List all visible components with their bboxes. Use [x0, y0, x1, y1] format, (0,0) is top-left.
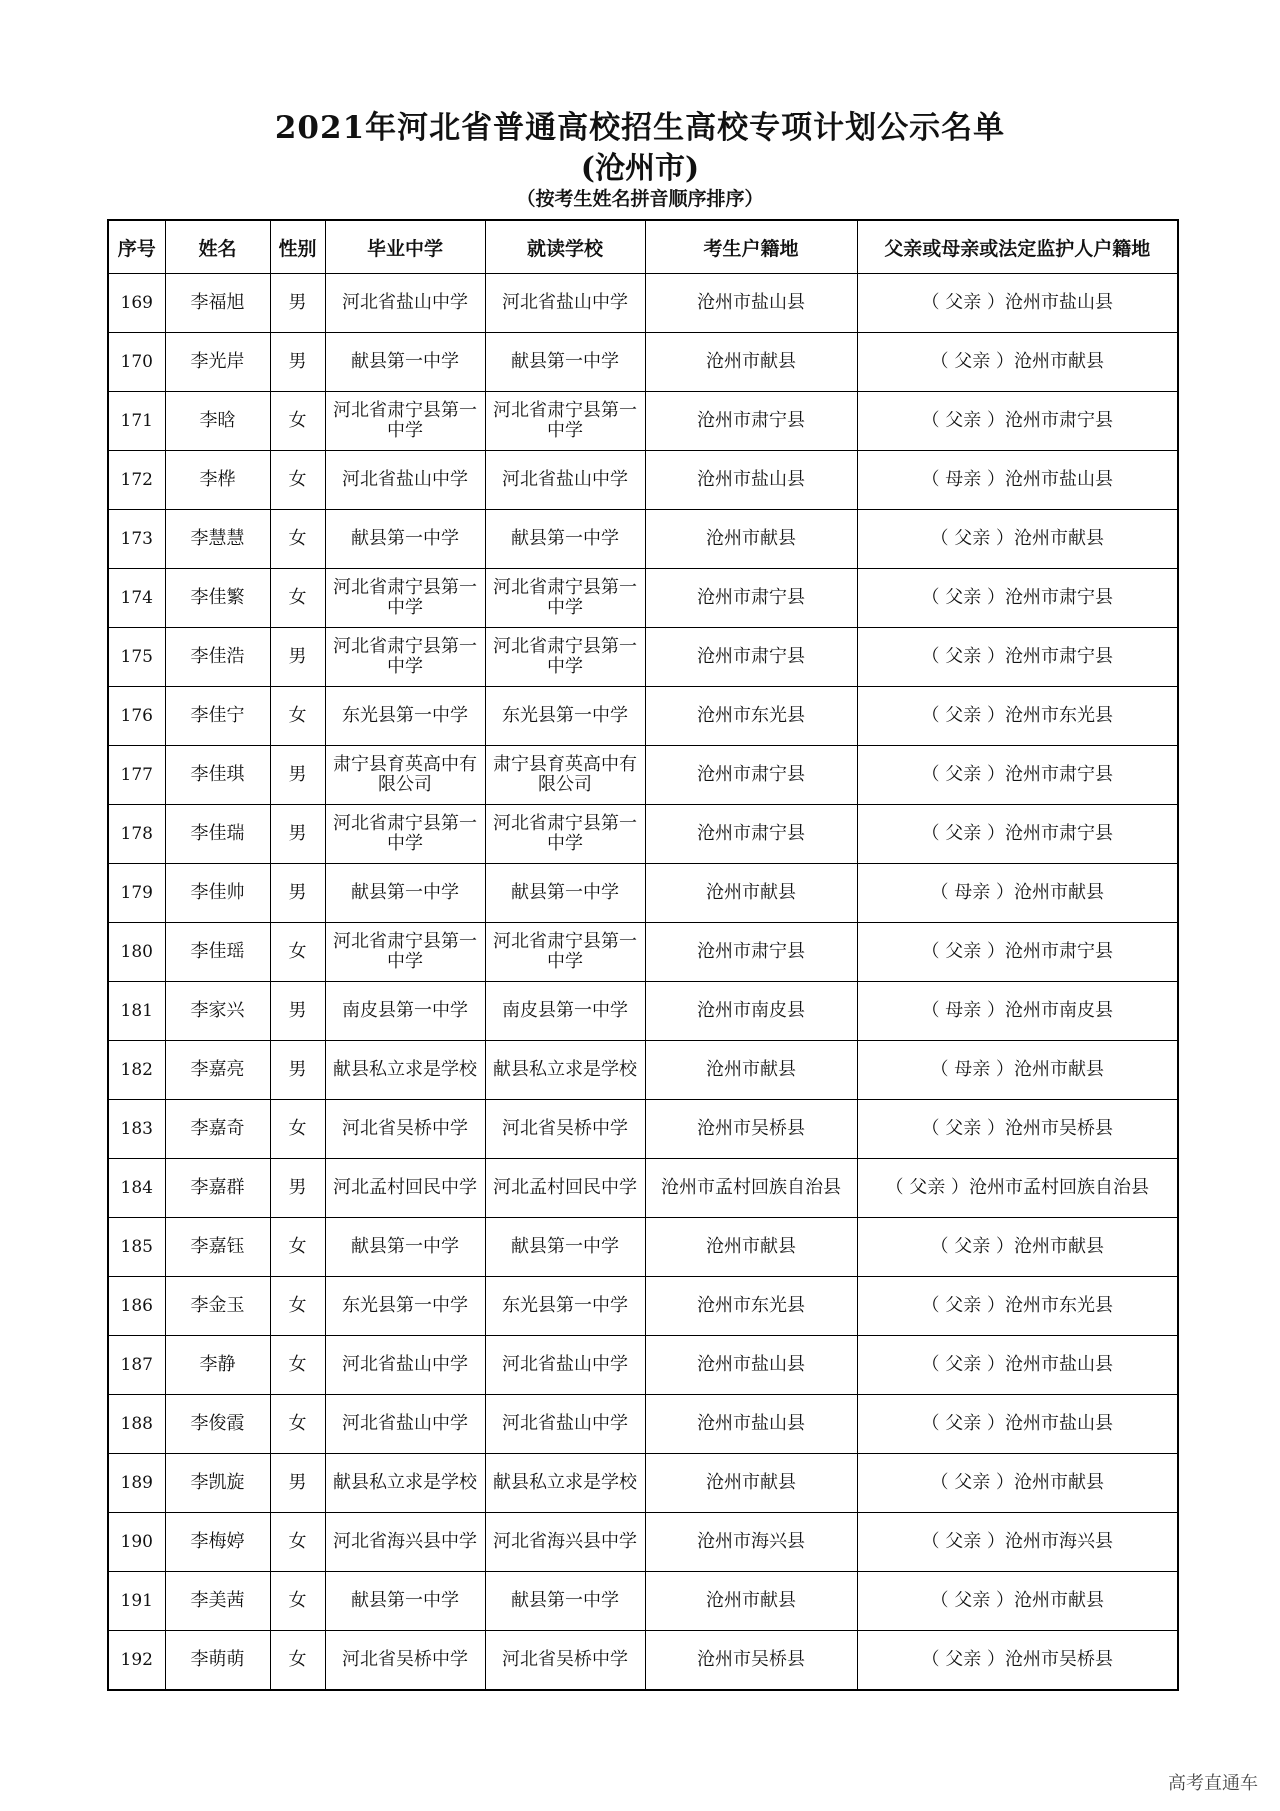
cell-name: 李俊霞 — [165, 1395, 270, 1454]
cell-gender: 男 — [270, 864, 325, 923]
cell-index: 172 — [108, 451, 165, 510]
table-row — [108, 1100, 1178, 1159]
column-header-gender: 性别 — [270, 220, 325, 274]
table-row — [108, 1277, 1178, 1336]
cell-gender: 女 — [270, 1218, 325, 1277]
cell-gender: 女 — [270, 569, 325, 628]
cell-index: 183 — [108, 1100, 165, 1159]
cell-gender: 女 — [270, 451, 325, 510]
cell-name: 李佳浩 — [165, 628, 270, 687]
cell-index: 192 — [108, 1631, 165, 1691]
cell-guardian-registration: （ 父亲 ）沧州市献县 — [857, 1572, 1178, 1631]
cell-gender: 女 — [270, 1631, 325, 1691]
cell-gender: 男 — [270, 1159, 325, 1218]
cell-guardian-registration: （ 父亲 ）沧州市吴桥县 — [857, 1100, 1178, 1159]
cell-graduation-school: 献县第一中学 — [325, 864, 485, 923]
cell-current-school: 献县第一中学 — [485, 510, 645, 569]
cell-graduation-school: 河北省盐山中学 — [325, 451, 485, 510]
document-subtitle-city: (沧州市) — [580, 151, 700, 186]
cell-guardian-registration: （ 父亲 ）沧州市孟村回族自治县 — [857, 1159, 1178, 1218]
cell-current-school: 献县私立求是学校 — [485, 1041, 645, 1100]
cell-index: 184 — [108, 1159, 165, 1218]
column-header-name: 姓名 — [165, 220, 270, 274]
cell-household-registration: 沧州市献县 — [645, 864, 857, 923]
cell-graduation-school: 献县第一中学 — [325, 333, 485, 392]
cell-guardian-registration: （ 父亲 ）沧州市肃宁县 — [857, 392, 1178, 451]
cell-household-registration: 沧州市海兴县 — [645, 1513, 857, 1572]
cell-guardian-registration: （ 父亲 ）沧州市献县 — [857, 510, 1178, 569]
table-row — [108, 1631, 1178, 1691]
cell-index: 179 — [108, 864, 165, 923]
cell-index: 188 — [108, 1395, 165, 1454]
cell-graduation-school: 河北省肃宁县第一中学 — [325, 628, 485, 687]
cell-current-school: 东光县第一中学 — [485, 687, 645, 746]
cell-index: 178 — [108, 805, 165, 864]
cell-index: 169 — [108, 274, 165, 333]
cell-graduation-school: 河北省海兴县中学 — [325, 1513, 485, 1572]
cell-name: 李美茜 — [165, 1572, 270, 1631]
cell-gender: 男 — [270, 274, 325, 333]
cell-index: 176 — [108, 687, 165, 746]
cell-gender: 男 — [270, 333, 325, 392]
cell-guardian-registration: （ 母亲 ）沧州市献县 — [857, 1041, 1178, 1100]
cell-name: 李桦 — [165, 451, 270, 510]
cell-index: 187 — [108, 1336, 165, 1395]
cell-graduation-school: 河北孟村回民中学 — [325, 1159, 485, 1218]
cell-graduation-school: 河北省肃宁县第一中学 — [325, 569, 485, 628]
cell-graduation-school: 献县第一中学 — [325, 1218, 485, 1277]
cell-current-school: 河北省盐山中学 — [485, 1395, 645, 1454]
cell-current-school: 献县第一中学 — [485, 1218, 645, 1277]
cell-name: 李佳瑶 — [165, 923, 270, 982]
table-row — [108, 1572, 1178, 1631]
cell-current-school: 河北省海兴县中学 — [485, 1513, 645, 1572]
cell-name: 李萌萌 — [165, 1631, 270, 1691]
cell-index: 181 — [108, 982, 165, 1041]
cell-index: 173 — [108, 510, 165, 569]
document-sort-note: （按考生姓名拼音顺序排序） — [516, 188, 764, 210]
cell-current-school: 东光县第一中学 — [485, 1277, 645, 1336]
table-row — [108, 864, 1178, 923]
cell-household-registration: 沧州市盐山县 — [645, 1336, 857, 1395]
cell-gender: 女 — [270, 923, 325, 982]
cell-household-registration: 沧州市肃宁县 — [645, 628, 857, 687]
cell-name: 李慧慧 — [165, 510, 270, 569]
cell-household-registration: 沧州市盐山县 — [645, 1395, 857, 1454]
cell-graduation-school: 河北省吴桥中学 — [325, 1631, 485, 1691]
cell-graduation-school: 肃宁县育英高中有限公司 — [325, 746, 485, 805]
cell-household-registration: 沧州市肃宁县 — [645, 805, 857, 864]
cell-current-school: 河北孟村回民中学 — [485, 1159, 645, 1218]
cell-household-registration: 沧州市献县 — [645, 510, 857, 569]
cell-current-school: 河北省吴桥中学 — [485, 1631, 645, 1691]
cell-gender: 男 — [270, 982, 325, 1041]
cell-guardian-registration: （ 母亲 ）沧州市南皮县 — [857, 982, 1178, 1041]
cell-gender: 女 — [270, 1572, 325, 1631]
cell-name: 李佳帅 — [165, 864, 270, 923]
cell-gender: 女 — [270, 510, 325, 569]
cell-household-registration: 沧州市南皮县 — [645, 982, 857, 1041]
cell-graduation-school: 河北省吴桥中学 — [325, 1100, 485, 1159]
cell-current-school: 河北省肃宁县第一中学 — [485, 569, 645, 628]
cell-gender: 男 — [270, 805, 325, 864]
cell-name: 李梅婷 — [165, 1513, 270, 1572]
cell-household-registration: 沧州市肃宁县 — [645, 569, 857, 628]
cell-guardian-registration: （ 父亲 ）沧州市东光县 — [857, 1277, 1178, 1336]
table-row — [108, 392, 1178, 451]
cell-index: 180 — [108, 923, 165, 982]
cell-gender: 女 — [270, 1336, 325, 1395]
cell-name: 李嘉钰 — [165, 1218, 270, 1277]
cell-guardian-registration: （ 父亲 ）沧州市盐山县 — [857, 274, 1178, 333]
cell-household-registration: 沧州市孟村回族自治县 — [645, 1159, 857, 1218]
cell-gender: 女 — [270, 1513, 325, 1572]
cell-guardian-registration: （ 父亲 ）沧州市献县 — [857, 333, 1178, 392]
cell-household-registration: 沧州市献县 — [645, 1572, 857, 1631]
cell-graduation-school: 河北省肃宁县第一中学 — [325, 392, 485, 451]
cell-gender: 男 — [270, 1454, 325, 1513]
cell-guardian-registration: （ 父亲 ）沧州市东光县 — [857, 687, 1178, 746]
cell-index: 190 — [108, 1513, 165, 1572]
table-row — [108, 982, 1178, 1041]
cell-current-school: 河北省肃宁县第一中学 — [485, 628, 645, 687]
table-body — [108, 274, 1178, 1691]
cell-graduation-school: 河北省盐山中学 — [325, 1336, 485, 1395]
cell-gender: 女 — [270, 1395, 325, 1454]
cell-gender: 男 — [270, 628, 325, 687]
table-row — [108, 1395, 1178, 1454]
table-row — [108, 510, 1178, 569]
cell-gender: 女 — [270, 1100, 325, 1159]
cell-household-registration: 沧州市吴桥县 — [645, 1631, 857, 1691]
cell-guardian-registration: （ 父亲 ）沧州市肃宁县 — [857, 923, 1178, 982]
cell-current-school: 献县第一中学 — [485, 1572, 645, 1631]
cell-index: 189 — [108, 1454, 165, 1513]
cell-name: 李金玉 — [165, 1277, 270, 1336]
table-row — [108, 805, 1178, 864]
cell-graduation-school: 河北省肃宁县第一中学 — [325, 923, 485, 982]
cell-index: 177 — [108, 746, 165, 805]
cell-household-registration: 沧州市盐山县 — [645, 274, 857, 333]
cell-household-registration: 沧州市献县 — [645, 333, 857, 392]
cell-graduation-school: 南皮县第一中学 — [325, 982, 485, 1041]
cell-name: 李静 — [165, 1336, 270, 1395]
cell-current-school: 河北省吴桥中学 — [485, 1100, 645, 1159]
table-row — [108, 1336, 1178, 1395]
cell-name: 李佳瑞 — [165, 805, 270, 864]
cell-index: 170 — [108, 333, 165, 392]
cell-household-registration: 沧州市东光县 — [645, 687, 857, 746]
table-row — [108, 569, 1178, 628]
cell-graduation-school: 河北省盐山中学 — [325, 1395, 485, 1454]
cell-current-school: 河北省盐山中学 — [485, 274, 645, 333]
cell-current-school: 河北省肃宁县第一中学 — [485, 805, 645, 864]
cell-name: 李光岸 — [165, 333, 270, 392]
cell-name: 李福旭 — [165, 274, 270, 333]
table-row — [108, 628, 1178, 687]
cell-gender: 男 — [270, 746, 325, 805]
cell-household-registration: 沧州市肃宁县 — [645, 392, 857, 451]
cell-guardian-registration: （ 父亲 ）沧州市肃宁县 — [857, 628, 1178, 687]
cell-name: 李家兴 — [165, 982, 270, 1041]
cell-current-school: 河北省肃宁县第一中学 — [485, 923, 645, 982]
cell-guardian-registration: （ 父亲 ）沧州市献县 — [857, 1218, 1178, 1277]
column-header-current-school: 就读学校 — [485, 220, 645, 274]
cell-guardian-registration: （ 父亲 ）沧州市肃宁县 — [857, 805, 1178, 864]
watermark: 高考直通车 — [1168, 1773, 1258, 1794]
cell-household-registration: 沧州市献县 — [645, 1454, 857, 1513]
cell-index: 175 — [108, 628, 165, 687]
table-row — [108, 1159, 1178, 1218]
cell-index: 171 — [108, 392, 165, 451]
cell-index: 185 — [108, 1218, 165, 1277]
cell-index: 186 — [108, 1277, 165, 1336]
cell-index: 174 — [108, 569, 165, 628]
cell-name: 李嘉群 — [165, 1159, 270, 1218]
cell-household-registration: 沧州市吴桥县 — [645, 1100, 857, 1159]
column-header-graduation-school: 毕业中学 — [325, 220, 485, 274]
cell-current-school: 肃宁县育英高中有限公司 — [485, 746, 645, 805]
cell-household-registration: 沧州市东光县 — [645, 1277, 857, 1336]
table-row — [108, 1454, 1178, 1513]
table-header-row — [108, 220, 1178, 274]
cell-current-school: 献县私立求是学校 — [485, 1454, 645, 1513]
cell-gender: 男 — [270, 1041, 325, 1100]
cell-name: 李晗 — [165, 392, 270, 451]
cell-gender: 女 — [270, 687, 325, 746]
cell-gender: 女 — [270, 1277, 325, 1336]
table-row — [108, 333, 1178, 392]
cell-name: 李嘉亮 — [165, 1041, 270, 1100]
cell-name: 李佳繁 — [165, 569, 270, 628]
cell-graduation-school: 东光县第一中学 — [325, 687, 485, 746]
cell-current-school: 南皮县第一中学 — [485, 982, 645, 1041]
cell-guardian-registration: （ 父亲 ）沧州市盐山县 — [857, 1395, 1178, 1454]
cell-household-registration: 沧州市献县 — [645, 1041, 857, 1100]
table-row — [108, 451, 1178, 510]
cell-graduation-school: 河北省盐山中学 — [325, 274, 485, 333]
cell-current-school: 河北省盐山中学 — [485, 1336, 645, 1395]
cell-graduation-school: 献县私立求是学校 — [325, 1454, 485, 1513]
table-row — [108, 1513, 1178, 1572]
cell-current-school: 献县第一中学 — [485, 864, 645, 923]
table-row — [108, 274, 1178, 333]
column-header-guardian-registration: 父亲或母亲或法定监护人户籍地 — [857, 220, 1178, 274]
cell-guardian-registration: （ 父亲 ）沧州市肃宁县 — [857, 746, 1178, 805]
cell-guardian-registration: （ 父亲 ）沧州市献县 — [857, 1454, 1178, 1513]
cell-index: 191 — [108, 1572, 165, 1631]
cell-guardian-registration: （ 母亲 ）沧州市献县 — [857, 864, 1178, 923]
table-row — [108, 687, 1178, 746]
cell-guardian-registration: （ 父亲 ）沧州市海兴县 — [857, 1513, 1178, 1572]
cell-guardian-registration: （ 父亲 ）沧州市吴桥县 — [857, 1631, 1178, 1691]
cell-household-registration: 沧州市肃宁县 — [645, 746, 857, 805]
cell-graduation-school: 献县第一中学 — [325, 1572, 485, 1631]
cell-name: 李嘉奇 — [165, 1100, 270, 1159]
cell-current-school: 河北省肃宁县第一中学 — [485, 392, 645, 451]
cell-guardian-registration: （ 父亲 ）沧州市盐山县 — [857, 1336, 1178, 1395]
cell-name: 李佳琪 — [165, 746, 270, 805]
cell-household-registration: 沧州市献县 — [645, 1218, 857, 1277]
table-row — [108, 923, 1178, 982]
cell-current-school: 献县第一中学 — [485, 333, 645, 392]
cell-graduation-school: 献县第一中学 — [325, 510, 485, 569]
table-row — [108, 1041, 1178, 1100]
column-header-index: 序号 — [108, 220, 165, 274]
roster-table — [107, 219, 1179, 1691]
column-header-household-registration: 考生户籍地 — [645, 220, 857, 274]
cell-household-registration: 沧州市盐山县 — [645, 451, 857, 510]
document-title: 2021年河北省普通高校招生高校专项计划公示名单 — [274, 110, 1006, 146]
cell-graduation-school: 东光县第一中学 — [325, 1277, 485, 1336]
cell-name: 李佳宁 — [165, 687, 270, 746]
cell-gender: 女 — [270, 392, 325, 451]
cell-name: 李凯旋 — [165, 1454, 270, 1513]
cell-graduation-school: 河北省肃宁县第一中学 — [325, 805, 485, 864]
table-row — [108, 1218, 1178, 1277]
cell-graduation-school: 献县私立求是学校 — [325, 1041, 485, 1100]
cell-guardian-registration: （ 父亲 ）沧州市肃宁县 — [857, 569, 1178, 628]
cell-guardian-registration: （ 母亲 ）沧州市盐山县 — [857, 451, 1178, 510]
table-row — [108, 746, 1178, 805]
cell-current-school: 河北省盐山中学 — [485, 451, 645, 510]
cell-household-registration: 沧州市肃宁县 — [645, 923, 857, 982]
cell-index: 182 — [108, 1041, 165, 1100]
